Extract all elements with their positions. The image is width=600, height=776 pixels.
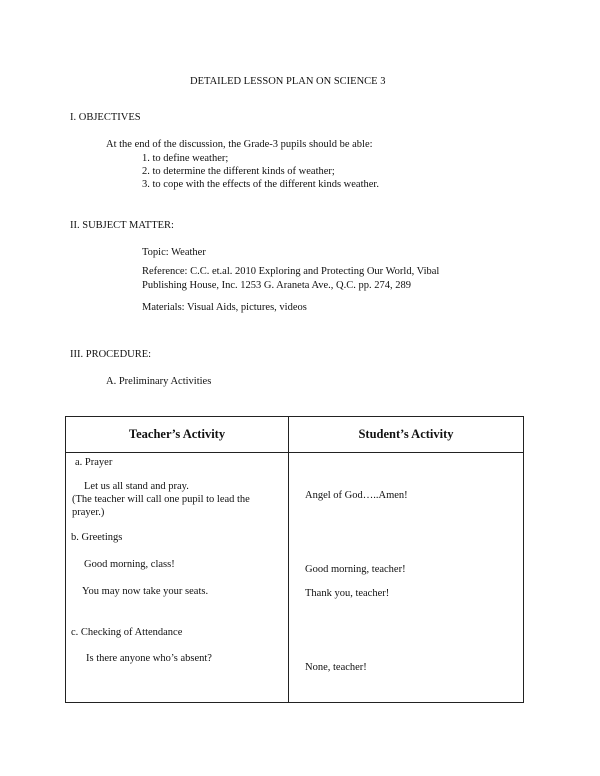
subject-topic: Topic: Weather [142, 247, 206, 258]
subject-reference-line1: Reference: C.C. et.al. 2010 Exploring and Protecting Our World, Vibal [142, 266, 440, 277]
objective-item: 1. to define weather; [142, 153, 229, 164]
procedure-heading: III. PROCEDURE: [70, 349, 152, 360]
objective-item: 2. to determine the different kinds of weather; [142, 166, 335, 177]
teacher-activity-header: Teacher’s Activity [66, 417, 289, 453]
greeting-response: Good morning, teacher! [305, 564, 406, 575]
attendance-label: c. Checking of Attendance [71, 627, 183, 638]
teacher-activity-cell [66, 453, 289, 703]
greetings-label: b. Greetings [71, 532, 123, 543]
prayer-line: prayer.) [72, 507, 105, 518]
attendance-line: Is there anyone who’s absent? [86, 653, 212, 664]
prayer-label: a. Prayer [75, 457, 113, 468]
objective-item: 3. to cope with the effects of the different kinds weather. [142, 179, 379, 190]
procedure-subheading: A. Preliminary Activities [106, 376, 212, 387]
student-activity-header: Student’s Activity [289, 417, 524, 453]
prayer-line: (The teacher will call one pupil to lead the [72, 494, 250, 505]
objectives-heading: I. OBJECTIVES [70, 112, 141, 123]
objectives-intro: At the end of the discussion, the Grade-3 pupils should be able: [106, 139, 373, 150]
prayer-line: Let us all stand and pray. [84, 481, 189, 492]
seats-line: You may now take your seats. [82, 586, 209, 597]
subject-reference-line2: Publishing House, Inc. 1253 G. Araneta Ave., Q.C. pp. 274, 289 [142, 280, 411, 291]
activity-table [65, 416, 524, 703]
attendance-response: None, teacher! [305, 662, 367, 673]
student-activity-cell [289, 453, 524, 703]
subject-materials: Materials: Visual Aids, pictures, videos [142, 302, 307, 313]
document-title: DETAILED LESSON PLAN ON SCIENCE 3 [190, 76, 386, 87]
thanks-response: Thank you, teacher! [305, 588, 390, 599]
greetings-line: Good morning, class! [84, 559, 175, 570]
subject-matter-heading: II. SUBJECT MATTER: [70, 220, 174, 231]
prayer-response: Angel of God…..Amen! [305, 490, 408, 501]
